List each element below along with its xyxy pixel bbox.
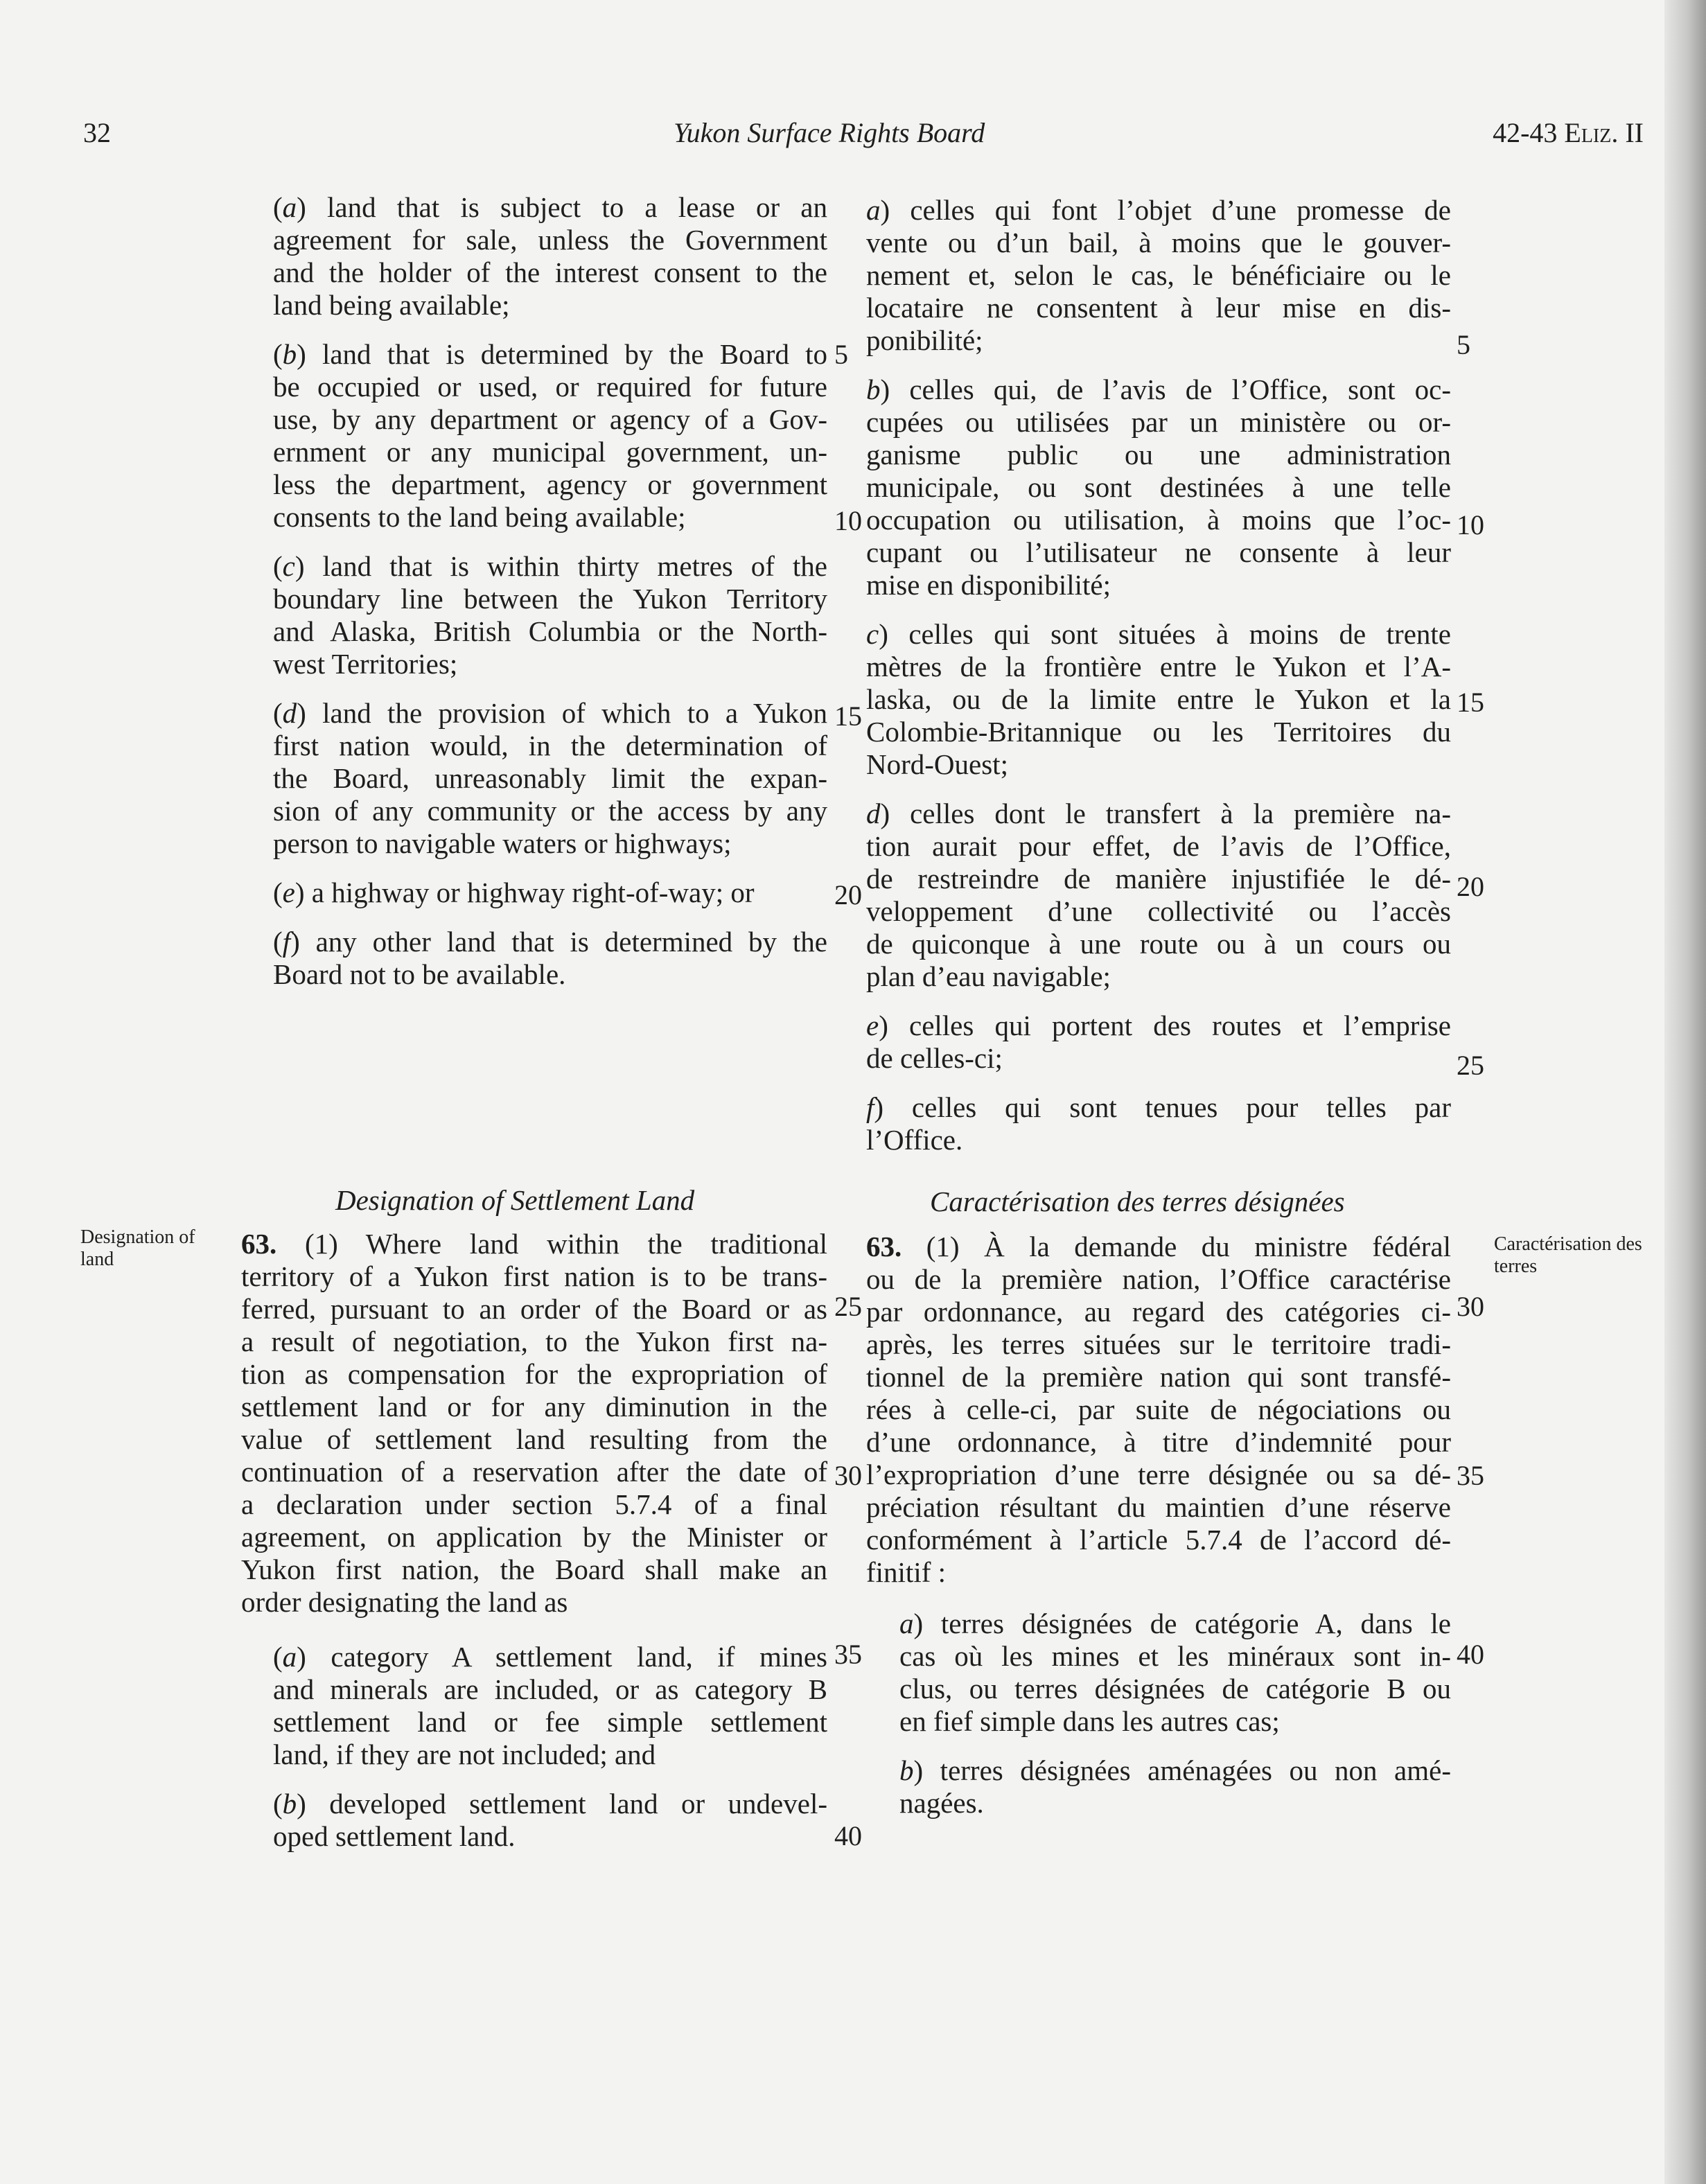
text-line: de restreindre de manière injustifiée le dé- [866,863,1451,895]
text-line: d’une ordonnance, à titre d’indemnité pour [866,1426,1451,1458]
text-line: a) terres désignées de catégorie A, dans le [899,1608,1451,1639]
text-line: settlement land or for any diminution in the [241,1391,827,1423]
text-line: sion of any community or the access by any [273,795,827,827]
text-line: (c) land that is within thirty metres of the [273,550,827,582]
section-heading-french: Caractérisation des terres désignées [930,1186,1345,1217]
page-edge-shadow [1664,0,1706,2184]
text-line: cupées ou utilisées par un ministère ou or- [866,406,1451,438]
text-line: préciation résultant du maintien d’une réserve [866,1491,1451,1523]
running-title: Yukon Surface Rights Board [674,117,985,148]
text-line: a result of negotiation, to the Yukon first na- [241,1326,827,1357]
text-line: cas où les mines et les minéraux sont in- [899,1640,1451,1672]
text-line: après, les terres situées sur le territoire tradi- [866,1328,1451,1360]
text-line: ferred, pursuant to an order of the Board or as [241,1293,827,1325]
english-item-4 [273,697,827,860]
english-item-3 [273,550,827,680]
english-section-63 [241,1228,827,1635]
english-paragraphs-top [273,191,827,1007]
text-line: value of settlement land resulting from the [241,1423,827,1455]
text-line: (d) land the provision of which to a Yukon [273,697,827,729]
text-line: 63. (1) À la demande du ministre fédéral [866,1231,1451,1262]
text-line: (a) category A settlement land, if mines [273,1641,827,1673]
text-line: ganisme public ou une administration [866,439,1451,470]
text-line: first nation would, in the determination of [273,730,827,761]
text-line: west Territories; [273,648,458,680]
line-number: 25 [1457,1050,1484,1081]
text-line: use, by any department or agency of a Gov- [273,403,827,435]
text-line: (b) land that is determined by the Board to [273,338,827,370]
english-item-1 [273,191,827,322]
text-line: Colombie-Britannique ou les Territoires du [866,716,1451,748]
line-number: 20 [834,879,862,910]
line-number: 30 [1457,1291,1484,1322]
french-section-item-2 [899,1754,1451,1820]
text-line: a declaration under section 5.7.4 of a final [241,1488,827,1520]
text-line: oped settlement land. [273,1820,516,1852]
french-item-1 [866,194,1451,357]
english-section-63-items [273,1641,827,1869]
section-number: 63. [866,1231,926,1262]
text-line: en fief simple dans les autres cas; [899,1705,1280,1737]
text-line: l’expropriation d’une terre désignée ou sa dé- [866,1459,1451,1490]
line-number: 5 [1457,329,1470,360]
text-line: finitif : [866,1556,947,1588]
text-line: par ordonnance, au regard des catégories ci- [866,1296,1451,1328]
text-line: nagées. [899,1787,984,1819]
text-line: agreement for sale, unless the Government [273,224,827,256]
text-line: be occupied or used, or required for future [273,371,827,403]
text-line: tion aurait pour effet, de l’avis de l’Office, [866,830,1451,862]
text-line: the Board, unreasonably limit the expan- [273,762,827,794]
text-line: tionnel de la première nation qui sont transfé- [866,1361,1451,1393]
text-line: 63. (1) Where land within the traditional [241,1228,828,1260]
english-section-item-1 [273,1641,827,1771]
text-line: b) celles qui, de l’avis de l’Office, sont oc- [866,373,1451,405]
text-line: Nord-Ouest; [866,748,1008,780]
text-line: clus, ou terres désignées de catégorie B ou [899,1673,1451,1705]
text-line: and the holder of the interest consent to the [273,256,827,288]
line-number: 25 [834,1291,862,1322]
text-line: e) celles qui portent des routes et l’emprise [866,1010,1451,1041]
text-line: ernment or any municipal government, un- [273,436,827,468]
french-item-5 [866,1010,1451,1075]
french-section-item-1 [899,1608,1451,1738]
text-line: veloppement d’une collectivité ou l’accès [866,895,1451,927]
text-line: land being available; [273,289,510,321]
french-section-63-text [866,1231,1451,1589]
line-number: 20 [1457,871,1484,902]
french-item-4 [866,798,1451,993]
text-line: occupation ou utilisation, à moins que l’oc- [866,504,1451,536]
text-line: (a) land that is subject to a lease or an [273,191,827,223]
text-line: laska, ou de la limite entre le Yukon et la [866,683,1451,715]
line-number: 15 [1457,687,1484,718]
english-item-2 [273,338,827,534]
text-line: continuation of a reservation after the date of [241,1456,827,1488]
text-line: locataire ne consentent à leur mise en dis- [866,292,1451,324]
text-line: (b) developed settlement land or undevel- [273,1788,827,1820]
text-line: de celles-ci; [866,1042,1003,1074]
margin-note-french: Caractérisation des terres [1494,1233,1642,1277]
text-line: ou de la première nation, l’Office caractérise [866,1263,1451,1295]
text-line: agreement, on application by the Minister or [241,1521,827,1553]
line-number: 40 [834,1820,862,1851]
french-section-63-items [899,1608,1451,1836]
text-line: land, if they are not included; and [273,1738,656,1770]
line-number: 10 [834,505,862,536]
line-number: 15 [834,701,862,732]
text-line: settlement land or fee simple settlement [273,1706,827,1738]
text-line: d) celles dont le transfert à la première na- [866,798,1451,829]
text-line: a) celles qui font l’objet d’une promesse de [866,194,1451,226]
text-line: order designating the land as [241,1586,568,1618]
line-number: 35 [1457,1460,1484,1491]
text-line: b) terres désignées aménagées ou non amé- [899,1754,1451,1786]
english-section-63-text [241,1228,827,1619]
french-item-6 [866,1091,1451,1156]
english-item-6 [273,926,827,991]
section-heading-english: Designation of Settlement Land [335,1184,695,1216]
text-line: territory of a Yukon first nation is to be trans- [241,1260,827,1292]
page-number: 32 [83,117,111,148]
french-paragraphs-top [866,194,1451,1173]
english-section-item-2 [273,1788,827,1853]
text-line: and Alaska, British Columbia or the North- [273,615,827,647]
text-line: cupant ou l’utilisateur ne consente à leur [866,536,1451,568]
text-line: Board not to be available. [273,958,566,990]
text-line: less the department, agency or government [273,468,827,500]
text-line: nement et, selon le cas, le bénéficiaire ou le [866,259,1451,291]
text-line: ponibilité; [866,324,983,356]
text-line: de quiconque à une route ou à un cours ou [866,928,1451,960]
text-line: (e) a highway or highway right-of-way; or [273,877,755,908]
text-line: vente ou d’un bail, à moins que le gouver- [866,227,1451,258]
text-line: l’Office. [866,1124,963,1156]
text-line: mètres de la frontière entre le Yukon et l’A- [866,651,1451,682]
text-line: tion as compensation for the expropriation of [241,1358,827,1390]
text-line: c) celles qui sont situées à moins de trente [866,618,1451,650]
section-number: 63. [241,1228,305,1260]
margin-note-english: Designation of land [80,1226,195,1270]
text-line: (f) any other land that is determined by the [273,926,827,958]
text-line: municipale, ou sont destinées à une telle [866,471,1451,503]
line-number: 30 [834,1460,862,1491]
text-line: mise en disponibilité; [866,569,1111,601]
line-number: 10 [1457,509,1484,540]
line-number: 35 [834,1639,862,1670]
french-section-63 [866,1231,1451,1605]
text-line: rées à celle-ci, par suite de négociations ou [866,1393,1451,1425]
text-line: Yukon first nation, the Board shall make an [241,1553,827,1585]
line-number: 5 [834,339,848,370]
text-line: boundary line between the Yukon Territory [273,583,827,615]
text-line: conformément à l’article 5.7.4 de l’accord dé- [866,1524,1451,1556]
regnal-year: 42-43 Eliz. II [1493,117,1644,148]
text-line: plan d’eau navigable; [866,960,1111,992]
text-line: consents to the land being available; [273,501,686,533]
text-line: and minerals are included, or as category B [273,1673,827,1705]
text-line: person to navigable waters or highways; [273,827,732,859]
line-number: 40 [1457,1639,1484,1670]
french-item-3 [866,618,1451,781]
french-item-2 [866,373,1451,601]
text-line: f) celles qui sont tenues pour telles par [866,1091,1451,1123]
english-item-5 [273,877,827,909]
